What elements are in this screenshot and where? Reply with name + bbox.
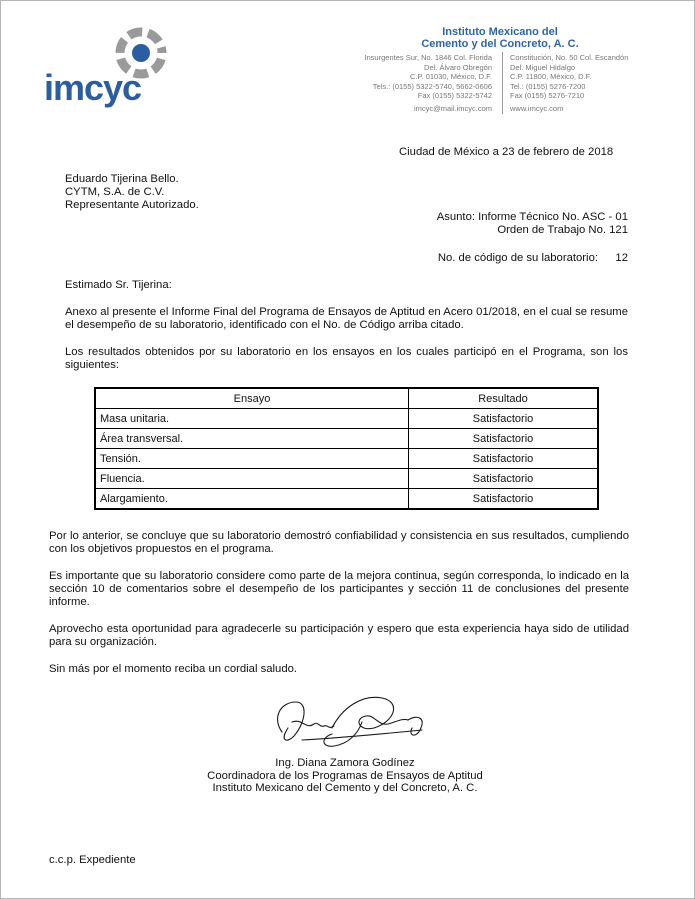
address-left-line: Insurgentes Sur, No. 1846 Col. Florida [364,53,492,62]
institute-name [400,26,600,50]
test-name: Masa unitaria. [95,409,409,429]
test-result: Satisfactorio [409,489,599,510]
paragraph-improvement: Es importante que su laboratorio considere como parte de la mejora continua, según corresponda, lo indicado en la sección 10 de comentarios sobre el desempeño de los participantes y sección 11 de conclusiones del presente informe. [49,570,629,608]
table-row [95,489,598,510]
test-result: Satisfactorio [409,469,599,489]
test-name: Tensión. [95,449,409,469]
letter-date: Ciudad de México a 23 de febrero de 2018 [399,146,614,158]
address-left [330,53,492,101]
address-left-line: Tels.: (0155) 5322-5740, 5662-0606 [372,81,492,91]
results-table [94,387,599,510]
paragraph-results-intro: Los resultados obtenidos por su laboratorio en los ensayos en los cuales participó en el Programa, son los siguientes: [65,346,628,371]
test-result: Satisfactorio [409,409,599,429]
address-left-line: Del. Álvaro Obregón [424,62,492,72]
address-right [510,53,670,101]
table-row [95,409,598,429]
test-result: Satisfactorio [409,449,599,469]
lab-code-value: 12 [615,252,628,264]
address-right-line: Constitución, No. 50 Col. Escandón [510,53,629,62]
paragraph-thanks: Aprovecho esta oportunidad para agradecerle su participación y espero que esta experiencia haya sido de utilidad para su organización. [49,623,629,648]
header-resultado: Resultado [409,388,599,409]
institute-email[interactable]: imcyc@mail.imcyc.com [413,104,492,113]
table-row [95,469,598,489]
institute-website[interactable]: www.imcyc.com [510,104,564,113]
logo-text: imcyc [44,67,142,108]
subject-block [380,211,628,237]
greeting: Estimado Sr. Tijerina: [65,279,172,291]
signature-image [262,688,432,754]
work-order-line: Orden de Trabajo No. 121 [497,224,628,236]
paragraph-intro: Anexo al presente el Informe Final del Programa de Ensayos de Aptitud en Acero 01/2018, en el cual se resume el desempeño de su laboratorio, identificado con el No. de Código arriba citado. [65,306,628,331]
test-result: Satisfactorio [409,429,599,449]
test-name: Fluencia. [95,469,409,489]
ccp-line: c.c.p. Expediente [49,854,136,866]
table-row [95,449,598,469]
address-right-line: C.P. 11800, México, D.F. [510,72,592,82]
recipient-block [65,173,199,212]
address-right-line: Fax (0155) 5276-7210 [510,91,585,101]
lab-code [380,252,628,265]
recipient-role: Representante Autorizado. [65,199,199,211]
table-header-row [95,388,598,409]
subject-line: Asunto: Informe Técnico No. ASC - 01 [436,211,628,223]
signer-title: Coordinadora de los Programas de Ensayos de Aptitud [207,769,483,782]
address-right-line: Tel.: (0155) 5276-7200 [510,81,586,91]
address-divider [502,52,503,114]
recipient-company: CYTM, S.A. de C.V. [65,186,165,198]
signer-name: Ing. Diana Zamora Godínez [275,757,415,769]
header-ensayo: Ensayo [95,388,409,409]
test-name: Área transversal. [95,429,409,449]
test-name: Alargamiento. [95,489,409,510]
address-left-line: C.P. 01030, México, D.F. [410,72,492,82]
lab-code-label: No. de código de su laboratorio: [437,252,598,264]
table-row [95,429,598,449]
institute-name-line1: Instituto Mexicano del [442,26,558,38]
signer-organization: Instituto Mexicano del Cemento y del Concreto, A. C. [212,782,478,794]
address-right-line: Del. Miguel Hidalgo [510,62,576,72]
signer-block [150,757,540,795]
recipient-name: Eduardo Tijerina Bello. [65,173,179,185]
institute-name-line2: Cemento y del Concreto, A. C. [421,38,579,50]
closing-line: Sin más por el momento reciba un cordial saludo. [49,663,298,675]
paragraph-conclusion: Por lo anterior, se concluye que su laboratorio demostró confiabilidad y consistencia en sus resultados, cumpliendo con los objetivos propuestos en el programa. [49,530,629,555]
address-left-line: Fax (0155) 5322-5742 [417,91,492,101]
